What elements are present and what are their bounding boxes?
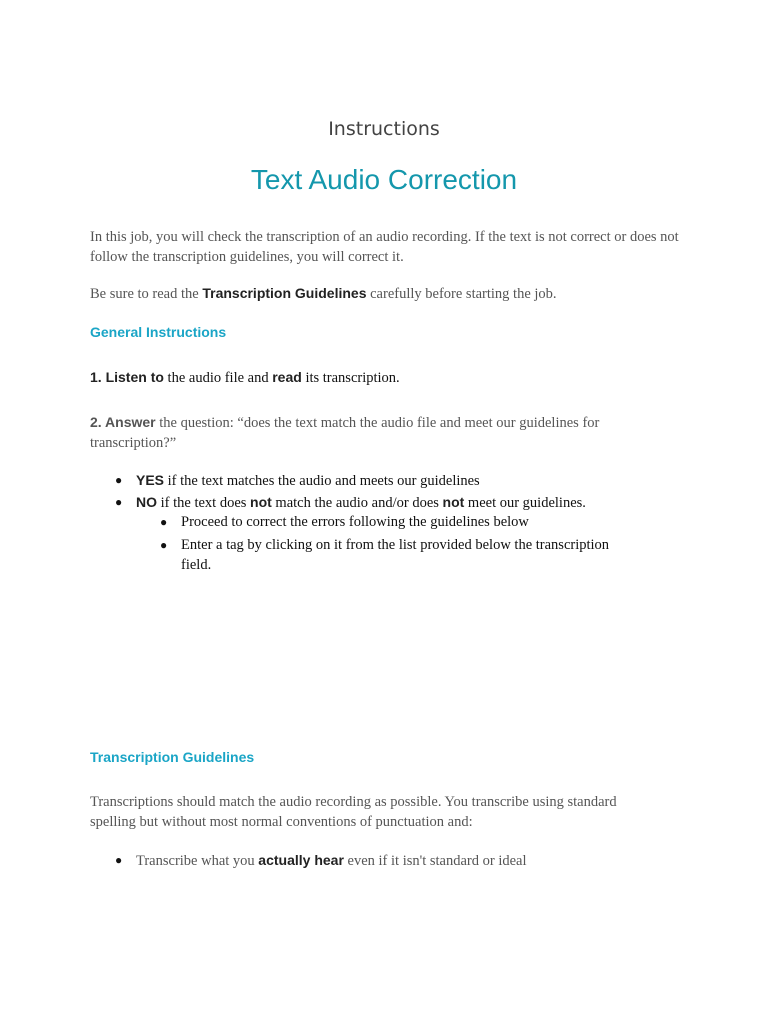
list-item: [115, 850, 696, 871]
step-1-listen: Listen to: [105, 369, 164, 385]
bullet1-text-after: even if it isn't standard or ideal: [343, 853, 527, 869]
bullet-icon: ●: [115, 473, 123, 487]
yes-text: if the text matches the audio and meets our guidelines: [164, 473, 480, 489]
list-item-no: [115, 492, 696, 513]
no-text-a: if the text does: [157, 495, 251, 511]
bullet-icon: ●: [160, 538, 168, 552]
bullet1-text-before: Transcribe what you: [136, 853, 259, 869]
step-1-text-a: the audio file and: [163, 370, 273, 386]
page-heading-instructions: Instructions: [328, 118, 440, 140]
answer-options-list: [115, 470, 696, 513]
transcription-guidelines-heading: Transcription Guidelines: [90, 749, 255, 765]
sub-item-tag: Enter a tag by clicking on it from the list provided below the transcription field.: [181, 537, 610, 573]
list-item-yes: [115, 470, 696, 491]
no-label: NO: [136, 494, 157, 510]
reminder-text-before: Be sure to read the: [90, 286, 203, 302]
list-item: [160, 535, 641, 575]
no-text-c: meet our guidelines.: [464, 495, 586, 511]
bullet1-bold: actually hear: [258, 852, 344, 868]
transcription-paragraph: Transcriptions should match the audio recording as possible. You transcribe using standard spelling but without most normal conventions of punctuation and:: [90, 794, 617, 830]
bullet-icon: ●: [115, 495, 123, 509]
step-1: [90, 367, 690, 388]
document-title: Text Audio Correction: [250, 164, 518, 195]
guidelines-link-text: Transcription Guidelines: [202, 285, 367, 301]
step-1-text-b: its transcription.: [301, 370, 400, 386]
list-item: [160, 512, 641, 532]
bullet-icon: ●: [160, 515, 168, 529]
yes-label: YES: [136, 472, 165, 488]
bullet-icon: ●: [115, 853, 123, 867]
no-not-1: not: [250, 494, 272, 510]
no-text-b: match the audio and/or does: [271, 495, 443, 511]
transcription-list: [115, 850, 696, 871]
step-2: [90, 412, 650, 453]
step-1-number: 1.: [90, 369, 106, 385]
no-not-2: not: [442, 494, 465, 510]
reminder-text-after: carefully before starting the job.: [366, 286, 557, 302]
intro-paragraph: In this job, you will check the transcription of an audio recording. If the text is not correct or does not follow the transcription guidelines, you will correct it.: [90, 229, 679, 265]
step-2-question: the question: “does the text match the audio file and meet our guidelines for transcription?”: [90, 415, 600, 451]
guidelines-reminder: [90, 283, 690, 304]
no-sub-list: [160, 512, 641, 575]
general-instructions-heading: General Instructions: [90, 324, 227, 340]
sub-item-correct: Proceed to correct the errors following the guidelines below: [181, 514, 529, 530]
step-1-read: read: [272, 369, 302, 385]
step-2-answer: Answer: [105, 414, 156, 430]
step-2-number: 2.: [90, 414, 106, 430]
